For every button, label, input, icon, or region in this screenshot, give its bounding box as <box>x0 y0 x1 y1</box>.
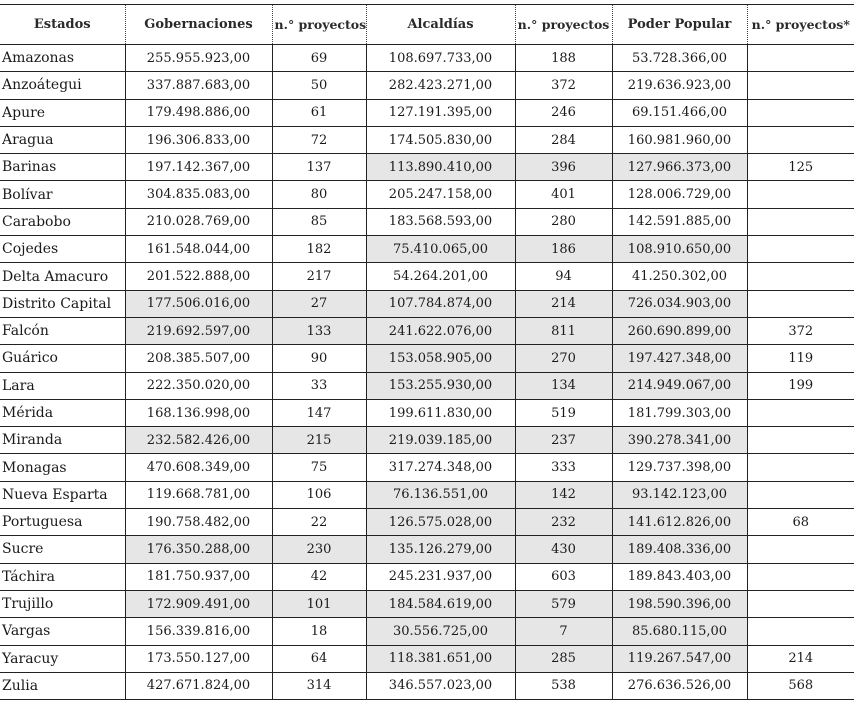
cell-gob-proyectos: 147 <box>272 399 366 426</box>
cell-alcaldias: 113.890.410,00 <box>366 154 515 181</box>
table-row <box>0 399 854 426</box>
cell-gob-proyectos: 101 <box>272 590 366 617</box>
table-row <box>0 536 854 563</box>
table-row <box>0 481 854 508</box>
cell-gob-proyectos: 182 <box>272 236 366 263</box>
cell-alcaldias: 30.556.725,00 <box>366 618 515 645</box>
cell-gob-proyectos: 27 <box>272 290 366 317</box>
table-row <box>0 181 854 208</box>
cell-alc-proyectos: 142 <box>515 481 612 508</box>
cell-gob-proyectos: 230 <box>272 536 366 563</box>
cell-poder-popular: 129.737.398,00 <box>612 454 747 481</box>
cell-alcaldias: 126.575.028,00 <box>366 509 515 536</box>
cell-estado: Distrito Capital <box>0 290 125 317</box>
cell-alcaldias: 108.697.733,00 <box>366 45 515 72</box>
cell-gobernaciones: 255.955.923,00 <box>125 45 272 72</box>
table-row <box>0 372 854 399</box>
cell-alcaldias: 153.255.930,00 <box>366 372 515 399</box>
header-gob-proyectos: n.° proyectos <box>272 5 366 45</box>
cell-alcaldias: 107.784.874,00 <box>366 290 515 317</box>
cell-gob-proyectos: 22 <box>272 509 366 536</box>
cell-pp-proyectos <box>747 536 854 563</box>
cell-gob-proyectos: 137 <box>272 154 366 181</box>
cell-pp-proyectos <box>747 208 854 235</box>
cell-poder-popular: 128.006.729,00 <box>612 181 747 208</box>
cell-alc-proyectos: 186 <box>515 236 612 263</box>
cell-poder-popular: 160.981.960,00 <box>612 126 747 153</box>
cell-gob-proyectos: 217 <box>272 263 366 290</box>
cell-gobernaciones: 196.306.833,00 <box>125 126 272 153</box>
cell-gobernaciones: 197.142.367,00 <box>125 154 272 181</box>
cell-estado: Bolívar <box>0 181 125 208</box>
cell-gobernaciones: 179.498.886,00 <box>125 99 272 126</box>
cell-gobernaciones: 176.350.288,00 <box>125 536 272 563</box>
cell-alc-proyectos: 519 <box>515 399 612 426</box>
cell-pp-proyectos <box>747 399 854 426</box>
header-alc-proyectos: n.° proyectos <box>515 5 612 45</box>
cell-pp-proyectos <box>747 236 854 263</box>
cell-alc-proyectos: 134 <box>515 372 612 399</box>
cell-alcaldias: 317.274.348,00 <box>366 454 515 481</box>
cell-gobernaciones: 232.582.426,00 <box>125 427 272 454</box>
cell-alc-proyectos: 372 <box>515 72 612 99</box>
cell-alcaldias: 346.557.023,00 <box>366 672 515 699</box>
cell-alcaldias: 205.247.158,00 <box>366 181 515 208</box>
cell-alcaldias: 183.568.593,00 <box>366 208 515 235</box>
cell-gob-proyectos: 69 <box>272 45 366 72</box>
table-row <box>0 427 854 454</box>
cell-poder-popular: 41.250.302,00 <box>612 263 747 290</box>
cell-alcaldias: 135.126.279,00 <box>366 536 515 563</box>
cell-estado: Amazonas <box>0 45 125 72</box>
cell-gob-proyectos: 18 <box>272 618 366 645</box>
table-row <box>0 154 854 181</box>
cell-pp-proyectos <box>747 481 854 508</box>
cell-pp-proyectos <box>747 290 854 317</box>
cell-alc-proyectos: 811 <box>515 317 612 344</box>
cell-gob-proyectos: 133 <box>272 317 366 344</box>
cell-alc-proyectos: 430 <box>515 536 612 563</box>
cell-gob-proyectos: 33 <box>272 372 366 399</box>
table-row <box>0 208 854 235</box>
cell-pp-proyectos <box>747 563 854 590</box>
cell-alc-proyectos: 401 <box>515 181 612 208</box>
cell-poder-popular: 214.949.067,00 <box>612 372 747 399</box>
cell-gobernaciones: 161.548.044,00 <box>125 236 272 263</box>
cell-poder-popular: 219.636.923,00 <box>612 72 747 99</box>
cell-pp-proyectos <box>747 181 854 208</box>
header-poder-popular: Poder Popular <box>612 5 747 45</box>
cell-gob-proyectos: 80 <box>272 181 366 208</box>
cell-pp-proyectos <box>747 618 854 645</box>
cell-pp-proyectos <box>747 427 854 454</box>
cell-alc-proyectos: 237 <box>515 427 612 454</box>
cell-estado: Zulia <box>0 672 125 699</box>
cell-alc-proyectos: 284 <box>515 126 612 153</box>
table-header <box>0 5 854 45</box>
cell-estado: Guárico <box>0 345 125 372</box>
cell-gobernaciones: 181.750.937,00 <box>125 563 272 590</box>
table-row <box>0 263 854 290</box>
cell-poder-popular: 108.910.650,00 <box>612 236 747 263</box>
cell-alc-proyectos: 246 <box>515 99 612 126</box>
cell-pp-proyectos: 214 <box>747 645 854 672</box>
cell-poder-popular: 119.267.547,00 <box>612 645 747 672</box>
table-body <box>0 45 854 700</box>
cell-alc-proyectos: 188 <box>515 45 612 72</box>
cell-alc-proyectos: 94 <box>515 263 612 290</box>
cell-estado: Mérida <box>0 399 125 426</box>
cell-gob-proyectos: 106 <box>272 481 366 508</box>
cell-gobernaciones: 190.758.482,00 <box>125 509 272 536</box>
cell-poder-popular: 390.278.341,00 <box>612 427 747 454</box>
cell-poder-popular: 260.690.899,00 <box>612 317 747 344</box>
table-row <box>0 126 854 153</box>
cell-pp-proyectos <box>747 454 854 481</box>
cell-pp-proyectos: 68 <box>747 509 854 536</box>
cell-alc-proyectos: 396 <box>515 154 612 181</box>
cell-alc-proyectos: 603 <box>515 563 612 590</box>
header-estados: Estados <box>0 5 125 45</box>
cell-estado: Yaracuy <box>0 645 125 672</box>
cell-estado: Monagas <box>0 454 125 481</box>
cell-gobernaciones: 177.506.016,00 <box>125 290 272 317</box>
cell-gob-proyectos: 64 <box>272 645 366 672</box>
cell-estado: Aragua <box>0 126 125 153</box>
cell-poder-popular: 189.408.336,00 <box>612 536 747 563</box>
cell-estado: Cojedes <box>0 236 125 263</box>
cell-gobernaciones: 470.608.349,00 <box>125 454 272 481</box>
cell-gobernaciones: 172.909.491,00 <box>125 590 272 617</box>
cell-poder-popular: 726.034.903,00 <box>612 290 747 317</box>
cell-gobernaciones: 304.835.083,00 <box>125 181 272 208</box>
cell-pp-proyectos <box>747 45 854 72</box>
cell-alc-proyectos: 7 <box>515 618 612 645</box>
cell-poder-popular: 198.590.396,00 <box>612 590 747 617</box>
cell-pp-proyectos <box>747 263 854 290</box>
cell-alcaldias: 174.505.830,00 <box>366 126 515 153</box>
cell-alcaldias: 153.058.905,00 <box>366 345 515 372</box>
cell-estado: Portuguesa <box>0 509 125 536</box>
cell-poder-popular: 142.591.885,00 <box>612 208 747 235</box>
table-row <box>0 672 854 699</box>
cell-gobernaciones: 168.136.998,00 <box>125 399 272 426</box>
cell-estado: Anzoátegui <box>0 72 125 99</box>
cell-estado: Vargas <box>0 618 125 645</box>
header-row <box>0 5 854 45</box>
cell-gobernaciones: 173.550.127,00 <box>125 645 272 672</box>
cell-alc-proyectos: 538 <box>515 672 612 699</box>
cell-gob-proyectos: 85 <box>272 208 366 235</box>
cell-alcaldias: 219.039.185,00 <box>366 427 515 454</box>
table-row <box>0 345 854 372</box>
table-row <box>0 509 854 536</box>
cell-estado: Miranda <box>0 427 125 454</box>
cell-gobernaciones: 427.671.824,00 <box>125 672 272 699</box>
cell-pp-proyectos: 199 <box>747 372 854 399</box>
cell-gobernaciones: 210.028.769,00 <box>125 208 272 235</box>
cell-alc-proyectos: 270 <box>515 345 612 372</box>
table-row <box>0 236 854 263</box>
cell-gobernaciones: 156.339.816,00 <box>125 618 272 645</box>
cell-gob-proyectos: 314 <box>272 672 366 699</box>
cell-alcaldias: 199.611.830,00 <box>366 399 515 426</box>
cell-estado: Táchira <box>0 563 125 590</box>
cell-gob-proyectos: 75 <box>272 454 366 481</box>
cell-alcaldias: 184.584.619,00 <box>366 590 515 617</box>
table-row <box>0 45 854 72</box>
cell-alcaldias: 282.423.271,00 <box>366 72 515 99</box>
table-row <box>0 454 854 481</box>
cell-alc-proyectos: 214 <box>515 290 612 317</box>
cell-poder-popular: 189.843.403,00 <box>612 563 747 590</box>
cell-estado: Trujillo <box>0 590 125 617</box>
cell-estado: Apure <box>0 99 125 126</box>
cell-gob-proyectos: 215 <box>272 427 366 454</box>
cell-poder-popular: 197.427.348,00 <box>612 345 747 372</box>
cell-alc-proyectos: 333 <box>515 454 612 481</box>
cell-estado: Falcón <box>0 317 125 344</box>
table-row <box>0 72 854 99</box>
header-pp-proyectos: n.° proyectos* <box>747 5 854 45</box>
table-row <box>0 99 854 126</box>
cell-alcaldias: 118.381.651,00 <box>366 645 515 672</box>
cell-gob-proyectos: 42 <box>272 563 366 590</box>
table-row <box>0 563 854 590</box>
cell-alcaldias: 75.410.065,00 <box>366 236 515 263</box>
table-row <box>0 317 854 344</box>
cell-poder-popular: 93.142.123,00 <box>612 481 747 508</box>
cell-alc-proyectos: 232 <box>515 509 612 536</box>
cell-pp-proyectos: 125 <box>747 154 854 181</box>
cell-pp-proyectos: 372 <box>747 317 854 344</box>
cell-estado: Barinas <box>0 154 125 181</box>
cell-gob-proyectos: 90 <box>272 345 366 372</box>
cell-poder-popular: 127.966.373,00 <box>612 154 747 181</box>
table-row <box>0 590 854 617</box>
cell-poder-popular: 85.680.115,00 <box>612 618 747 645</box>
cell-pp-proyectos: 568 <box>747 672 854 699</box>
cell-estado: Carabobo <box>0 208 125 235</box>
budget-table <box>0 4 854 700</box>
cell-poder-popular: 276.636.526,00 <box>612 672 747 699</box>
cell-estado: Sucre <box>0 536 125 563</box>
table-row <box>0 290 854 317</box>
cell-estado: Lara <box>0 372 125 399</box>
cell-alc-proyectos: 579 <box>515 590 612 617</box>
cell-gobernaciones: 222.350.020,00 <box>125 372 272 399</box>
cell-gobernaciones: 337.887.683,00 <box>125 72 272 99</box>
table-row <box>0 618 854 645</box>
cell-gob-proyectos: 61 <box>272 99 366 126</box>
cell-pp-proyectos <box>747 72 854 99</box>
cell-gob-proyectos: 50 <box>272 72 366 99</box>
cell-poder-popular: 53.728.366,00 <box>612 45 747 72</box>
cell-alcaldias: 54.264.201,00 <box>366 263 515 290</box>
cell-alc-proyectos: 280 <box>515 208 612 235</box>
cell-gobernaciones: 201.522.888,00 <box>125 263 272 290</box>
cell-pp-proyectos <box>747 590 854 617</box>
cell-estado: Nueva Esparta <box>0 481 125 508</box>
cell-poder-popular: 69.151.466,00 <box>612 99 747 126</box>
cell-poder-popular: 181.799.303,00 <box>612 399 747 426</box>
cell-poder-popular: 141.612.826,00 <box>612 509 747 536</box>
cell-alcaldias: 76.136.551,00 <box>366 481 515 508</box>
cell-gobernaciones: 119.668.781,00 <box>125 481 272 508</box>
cell-gobernaciones: 219.692.597,00 <box>125 317 272 344</box>
header-gobernaciones: Gobernaciones <box>125 5 272 45</box>
cell-alc-proyectos: 285 <box>515 645 612 672</box>
header-alcaldias: Alcaldías <box>366 5 515 45</box>
cell-alcaldias: 245.231.937,00 <box>366 563 515 590</box>
cell-estado: Delta Amacuro <box>0 263 125 290</box>
cell-alcaldias: 241.622.076,00 <box>366 317 515 344</box>
cell-gobernaciones: 208.385.507,00 <box>125 345 272 372</box>
cell-pp-proyectos <box>747 99 854 126</box>
cell-gob-proyectos: 72 <box>272 126 366 153</box>
cell-pp-proyectos <box>747 126 854 153</box>
cell-pp-proyectos: 119 <box>747 345 854 372</box>
cell-alcaldias: 127.191.395,00 <box>366 99 515 126</box>
table-row <box>0 645 854 672</box>
